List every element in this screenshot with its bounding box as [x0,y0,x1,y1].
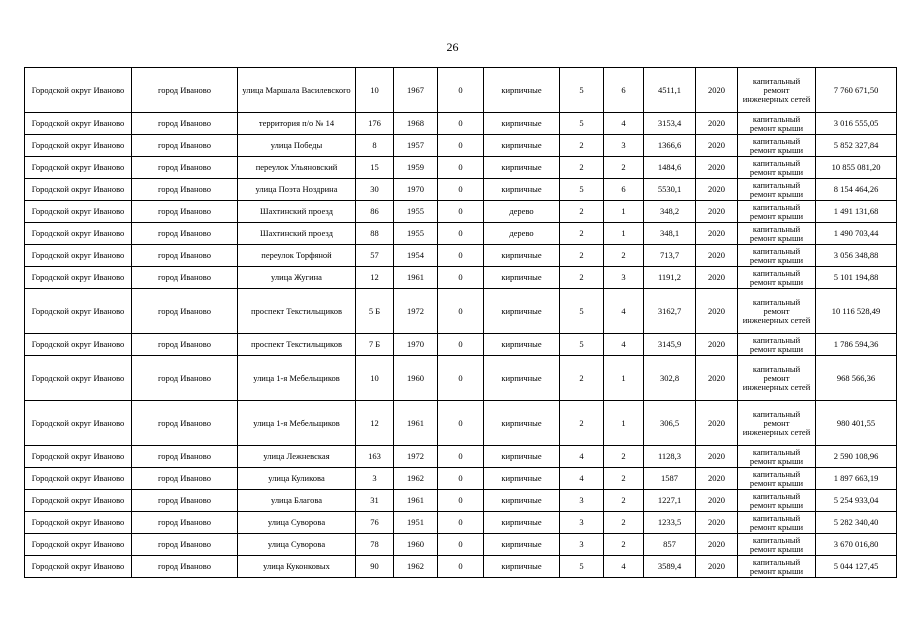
cost-cell: 5 254 933,04 [816,490,897,512]
city-cell: город Иваново [132,68,238,113]
okrug-cell: Городской округ Иваново [25,157,132,179]
okrug-cell: Городской округ Иваново [25,446,132,468]
table-row [25,534,897,556]
cost-cell: 2 590 108,96 [816,446,897,468]
floors-cell: 3 [560,490,604,512]
okrug-cell: Городской округ Иваново [25,201,132,223]
zero-cell: 0 [438,245,484,267]
build-year-cell: 1962 [394,556,438,578]
wall-material-cell: кирпичные [484,534,560,556]
street-cell: улица Суворова [238,534,356,556]
city-cell: город Иваново [132,446,238,468]
work-type-cell: капитальный ремонт инженерных сетей [738,68,816,113]
entrances-cell: 2 [604,446,644,468]
work-type-cell: капитальный ремонт крыши [738,490,816,512]
area-cell: 3153,4 [644,113,696,135]
zero-cell: 0 [438,490,484,512]
house-number-cell: 88 [356,223,394,245]
wall-material-cell: кирпичные [484,289,560,334]
cost-cell: 1 786 594,36 [816,334,897,356]
house-number-cell: 3 [356,468,394,490]
street-cell: Шахтинский проезд [238,223,356,245]
entrances-cell: 4 [604,289,644,334]
entrances-cell: 4 [604,113,644,135]
okrug-cell: Городской округ Иваново [25,179,132,201]
wall-material-cell: кирпичные [484,334,560,356]
table-row [25,334,897,356]
zero-cell: 0 [438,289,484,334]
city-cell: город Иваново [132,201,238,223]
city-cell: город Иваново [132,401,238,446]
build-year-cell: 1967 [394,68,438,113]
build-year-cell: 1955 [394,223,438,245]
zero-cell: 0 [438,113,484,135]
zero-cell: 0 [438,179,484,201]
area-cell: 3589,4 [644,556,696,578]
zero-cell: 0 [438,223,484,245]
wall-material-cell: кирпичные [484,135,560,157]
plan-year-cell: 2020 [696,512,738,534]
floors-cell: 5 [560,113,604,135]
entrances-cell: 3 [604,135,644,157]
wall-material-cell: кирпичные [484,157,560,179]
house-number-cell: 86 [356,201,394,223]
area-cell: 1366,6 [644,135,696,157]
build-year-cell: 1962 [394,468,438,490]
okrug-cell: Городской округ Иваново [25,356,132,401]
floors-cell: 5 [560,179,604,201]
build-year-cell: 1968 [394,113,438,135]
cost-cell: 8 154 464,26 [816,179,897,201]
entrances-cell: 1 [604,356,644,401]
cost-cell: 5 282 340,40 [816,512,897,534]
work-type-cell: капитальный ремонт крыши [738,556,816,578]
work-type-cell: капитальный ремонт крыши [738,446,816,468]
table-row [25,289,897,334]
table-row [25,113,897,135]
build-year-cell: 1959 [394,157,438,179]
work-type-cell: капитальный ремонт крыши [738,201,816,223]
build-year-cell: 1951 [394,512,438,534]
area-cell: 1484,6 [644,157,696,179]
plan-year-cell: 2020 [696,179,738,201]
house-number-cell: 12 [356,401,394,446]
cost-cell: 980 401,55 [816,401,897,446]
build-year-cell: 1961 [394,401,438,446]
area-cell: 713,7 [644,245,696,267]
table-row [25,267,897,289]
floors-cell: 2 [560,356,604,401]
street-cell: проспект Текстильщиков [238,334,356,356]
floors-cell: 3 [560,534,604,556]
work-type-cell: капитальный ремонт инженерных сетей [738,356,816,401]
street-cell: улица Победы [238,135,356,157]
street-cell: улица Маршала Василевского [238,68,356,113]
area-cell: 1191,2 [644,267,696,289]
cost-cell: 1 490 703,44 [816,223,897,245]
registry-table [24,67,897,578]
okrug-cell: Городской округ Иваново [25,334,132,356]
okrug-cell: Городской округ Иваново [25,401,132,446]
area-cell: 3145,9 [644,334,696,356]
city-cell: город Иваново [132,135,238,157]
table-row [25,157,897,179]
plan-year-cell: 2020 [696,446,738,468]
okrug-cell: Городской округ Иваново [25,68,132,113]
entrances-cell: 2 [604,468,644,490]
plan-year-cell: 2020 [696,490,738,512]
work-type-cell: капитальный ремонт крыши [738,267,816,289]
okrug-cell: Городской округ Иваново [25,113,132,135]
table-row [25,490,897,512]
house-number-cell: 176 [356,113,394,135]
area-cell: 306,5 [644,401,696,446]
build-year-cell: 1972 [394,289,438,334]
street-cell: территория п/о № 14 [238,113,356,135]
floors-cell: 5 [560,68,604,113]
cost-cell: 7 760 671,50 [816,68,897,113]
zero-cell: 0 [438,157,484,179]
wall-material-cell: дерево [484,223,560,245]
city-cell: город Иваново [132,468,238,490]
plan-year-cell: 2020 [696,113,738,135]
table-body [25,68,897,578]
cost-cell: 1 897 663,19 [816,468,897,490]
build-year-cell: 1961 [394,267,438,289]
entrances-cell: 4 [604,556,644,578]
table-row [25,223,897,245]
zero-cell: 0 [438,446,484,468]
work-type-cell: капитальный ремонт инженерных сетей [738,401,816,446]
okrug-cell: Городской округ Иваново [25,534,132,556]
floors-cell: 4 [560,446,604,468]
table-row [25,179,897,201]
house-number-cell: 90 [356,556,394,578]
zero-cell: 0 [438,68,484,113]
street-cell: улица Лежневская [238,446,356,468]
table-row [25,68,897,113]
house-number-cell: 8 [356,135,394,157]
zero-cell: 0 [438,401,484,446]
zero-cell: 0 [438,334,484,356]
build-year-cell: 1957 [394,135,438,157]
plan-year-cell: 2020 [696,201,738,223]
floors-cell: 5 [560,334,604,356]
work-type-cell: капитальный ремонт крыши [738,245,816,267]
area-cell: 5530,1 [644,179,696,201]
build-year-cell: 1955 [394,201,438,223]
work-type-cell: капитальный ремонт крыши [738,113,816,135]
house-number-cell: 5 Б [356,289,394,334]
cost-cell: 3 670 016,80 [816,534,897,556]
area-cell: 1587 [644,468,696,490]
city-cell: город Иваново [132,512,238,534]
cost-cell: 968 566,36 [816,356,897,401]
street-cell: улица 1-я Мебельщиков [238,401,356,446]
floors-cell: 5 [560,289,604,334]
city-cell: город Иваново [132,334,238,356]
floors-cell: 2 [560,267,604,289]
area-cell: 302,8 [644,356,696,401]
entrances-cell: 2 [604,512,644,534]
table-row [25,356,897,401]
work-type-cell: капитальный ремонт крыши [738,179,816,201]
house-number-cell: 12 [356,267,394,289]
street-cell: улица 1-я Мебельщиков [238,356,356,401]
floors-cell: 2 [560,201,604,223]
floors-cell: 2 [560,245,604,267]
work-type-cell: капитальный ремонт крыши [738,534,816,556]
area-cell: 1128,3 [644,446,696,468]
plan-year-cell: 2020 [696,401,738,446]
house-number-cell: 10 [356,68,394,113]
street-cell: улица Куконковых [238,556,356,578]
okrug-cell: Городской округ Иваново [25,223,132,245]
okrug-cell: Городской округ Иваново [25,468,132,490]
cost-cell: 5 101 194,88 [816,267,897,289]
floors-cell: 2 [560,135,604,157]
wall-material-cell: кирпичные [484,401,560,446]
wall-material-cell: кирпичные [484,446,560,468]
cost-cell: 3 016 555,05 [816,113,897,135]
city-cell: город Иваново [132,356,238,401]
build-year-cell: 1972 [394,446,438,468]
cost-cell: 3 056 348,88 [816,245,897,267]
okrug-cell: Городской округ Иваново [25,289,132,334]
entrances-cell: 1 [604,223,644,245]
street-cell: улица Жугина [238,267,356,289]
entrances-cell: 4 [604,334,644,356]
okrug-cell: Городской округ Иваново [25,556,132,578]
floors-cell: 4 [560,468,604,490]
city-cell: город Иваново [132,223,238,245]
entrances-cell: 1 [604,201,644,223]
plan-year-cell: 2020 [696,289,738,334]
city-cell: город Иваново [132,245,238,267]
zero-cell: 0 [438,135,484,157]
plan-year-cell: 2020 [696,534,738,556]
cost-cell: 10 855 081,20 [816,157,897,179]
city-cell: город Иваново [132,179,238,201]
build-year-cell: 1961 [394,490,438,512]
wall-material-cell: дерево [484,201,560,223]
build-year-cell: 1960 [394,356,438,401]
work-type-cell: капитальный ремонт крыши [738,223,816,245]
build-year-cell: 1970 [394,179,438,201]
okrug-cell: Городской округ Иваново [25,267,132,289]
house-number-cell: 7 Б [356,334,394,356]
okrug-cell: Городской округ Иваново [25,135,132,157]
area-cell: 3162,7 [644,289,696,334]
area-cell: 857 [644,534,696,556]
wall-material-cell: кирпичные [484,113,560,135]
street-cell: переулок Ульяновский [238,157,356,179]
area-cell: 1227,1 [644,490,696,512]
cost-cell: 5 852 327,84 [816,135,897,157]
wall-material-cell: кирпичные [484,556,560,578]
plan-year-cell: 2020 [696,267,738,289]
wall-material-cell: кирпичные [484,468,560,490]
plan-year-cell: 2020 [696,68,738,113]
entrances-cell: 3 [604,267,644,289]
city-cell: город Иваново [132,490,238,512]
wall-material-cell: кирпичные [484,267,560,289]
table-row [25,556,897,578]
cost-cell: 10 116 528,49 [816,289,897,334]
area-cell: 4511,1 [644,68,696,113]
entrances-cell: 6 [604,179,644,201]
house-number-cell: 10 [356,356,394,401]
house-number-cell: 57 [356,245,394,267]
entrances-cell: 2 [604,245,644,267]
zero-cell: 0 [438,512,484,534]
build-year-cell: 1970 [394,334,438,356]
table-row [25,401,897,446]
build-year-cell: 1960 [394,534,438,556]
city-cell: город Иваново [132,556,238,578]
house-number-cell: 78 [356,534,394,556]
city-cell: город Иваново [132,267,238,289]
house-number-cell: 163 [356,446,394,468]
table-row [25,512,897,534]
entrances-cell: 2 [604,534,644,556]
city-cell: город Иваново [132,289,238,334]
build-year-cell: 1954 [394,245,438,267]
cost-cell: 5 044 127,45 [816,556,897,578]
zero-cell: 0 [438,534,484,556]
street-cell: улица Суворова [238,512,356,534]
floors-cell: 2 [560,401,604,446]
okrug-cell: Городской округ Иваново [25,512,132,534]
floors-cell: 2 [560,157,604,179]
floors-cell: 2 [560,223,604,245]
zero-cell: 0 [438,468,484,490]
city-cell: город Иваново [132,113,238,135]
house-number-cell: 30 [356,179,394,201]
page-number: 26 [446,40,459,54]
plan-year-cell: 2020 [696,468,738,490]
work-type-cell: капитальный ремонт крыши [738,468,816,490]
city-cell: город Иваново [132,157,238,179]
plan-year-cell: 2020 [696,135,738,157]
area-cell: 1233,5 [644,512,696,534]
work-type-cell: капитальный ремонт крыши [738,157,816,179]
entrances-cell: 2 [604,157,644,179]
work-type-cell: капитальный ремонт крыши [738,334,816,356]
area-cell: 348,1 [644,223,696,245]
area-cell: 348,2 [644,201,696,223]
street-cell: улица Поэта Ноздрина [238,179,356,201]
city-cell: город Иваново [132,534,238,556]
house-number-cell: 76 [356,512,394,534]
work-type-cell: капитальный ремонт крыши [738,135,816,157]
wall-material-cell: кирпичные [484,490,560,512]
zero-cell: 0 [438,267,484,289]
street-cell: переулок Торфяной [238,245,356,267]
entrances-cell: 1 [604,401,644,446]
floors-cell: 5 [560,556,604,578]
cost-cell: 1 491 131,68 [816,201,897,223]
work-type-cell: капитальный ремонт крыши [738,512,816,534]
table-row [25,245,897,267]
table-row [25,446,897,468]
okrug-cell: Городской округ Иваново [25,490,132,512]
wall-material-cell: кирпичные [484,512,560,534]
floors-cell: 3 [560,512,604,534]
zero-cell: 0 [438,556,484,578]
plan-year-cell: 2020 [696,157,738,179]
plan-year-cell: 2020 [696,356,738,401]
entrances-cell: 6 [604,68,644,113]
okrug-cell: Городской округ Иваново [25,245,132,267]
plan-year-cell: 2020 [696,223,738,245]
wall-material-cell: кирпичные [484,179,560,201]
plan-year-cell: 2020 [696,556,738,578]
plan-year-cell: 2020 [696,245,738,267]
table-row [25,201,897,223]
table-row [25,468,897,490]
wall-material-cell: кирпичные [484,356,560,401]
street-cell: Шахтинский проезд [238,201,356,223]
entrances-cell: 2 [604,490,644,512]
house-number-cell: 31 [356,490,394,512]
wall-material-cell: кирпичные [484,245,560,267]
house-number-cell: 15 [356,157,394,179]
street-cell: улица Куликова [238,468,356,490]
work-type-cell: капитальный ремонт инженерных сетей [738,289,816,334]
table-row [25,135,897,157]
wall-material-cell: кирпичные [484,68,560,113]
zero-cell: 0 [438,356,484,401]
zero-cell: 0 [438,201,484,223]
plan-year-cell: 2020 [696,334,738,356]
street-cell: проспект Текстильщиков [238,289,356,334]
street-cell: улица Благова [238,490,356,512]
